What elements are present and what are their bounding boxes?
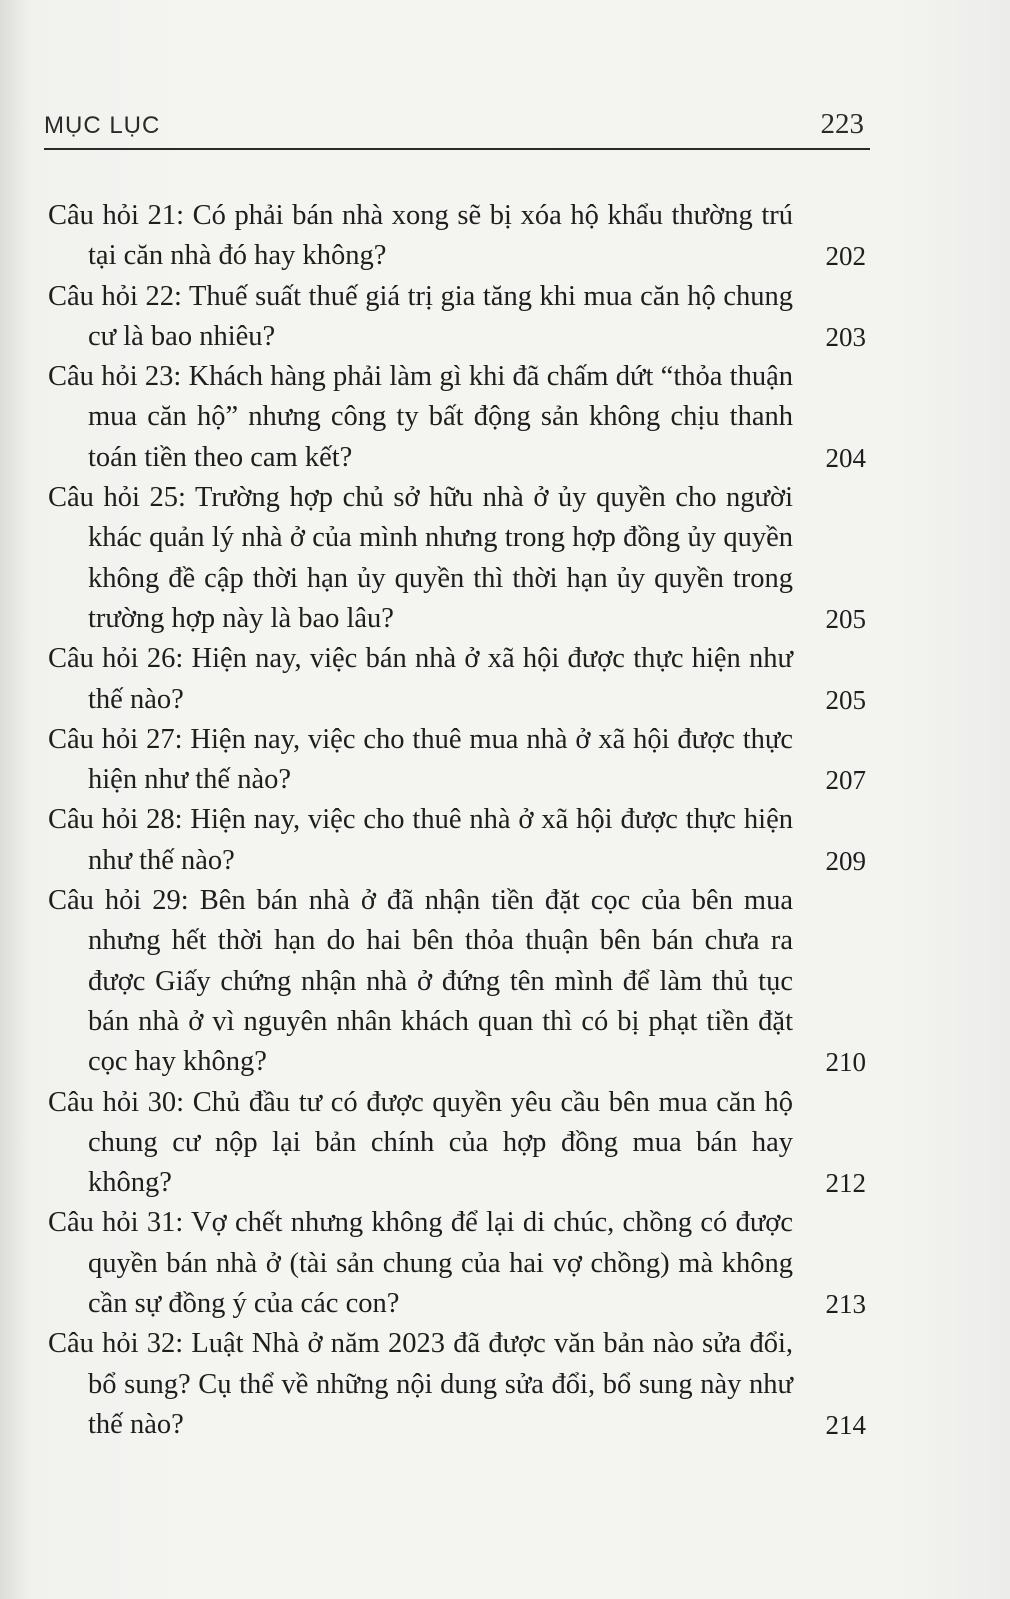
toc-entry: [48, 800, 870, 881]
toc-entry-title: Câu hỏi 29: Bên bán nhà ở đã nhận tiền đặt cọc của bên mua nhưng hết thời hạn do hai bên thỏa thuận bên bán chưa ra được Giấy chứng nhận nhà ở đứng tên mình để làm thủ tục bán nhà ở vì nguyên nhân khách quan thì có bị phạt tiền đặt cọc hay không?: [48, 885, 793, 1078]
toc-entry-title: Câu hỏi 23: Khách hàng phải làm gì khi đã chấm dứt “thỏa thuận mua căn hộ” nhưng công ty bất động sản không chịu thanh toán tiền theo cam kết?: [48, 361, 793, 473]
toc-entry-title: Câu hỏi 28: Hiện nay, việc cho thuê nhà ở xã hội được thực hiện như thế nào?: [48, 804, 793, 876]
table-of-contents: [48, 196, 870, 1445]
page-header: [44, 108, 870, 150]
toc-entry-page: 204: [825, 442, 866, 473]
toc-entry-page: 205: [825, 603, 866, 634]
toc-entry-title: Câu hỏi 22: Thuế suất thuế giá trị gia tăng khi mua căn hộ chung cư là bao nhiêu?: [48, 280, 793, 352]
toc-entry: [48, 277, 870, 358]
toc-entry-page: 212: [825, 1168, 866, 1199]
toc-entry-title: Câu hỏi 32: Luật Nhà ở năm 2023 đã được văn bản nào sửa đổi, bổ sung? Cụ thể về những nội dung sửa đổi, bổ sung này như thế nào?: [48, 1328, 793, 1440]
toc-entry-page: 203: [825, 321, 866, 352]
toc-entry: [48, 1324, 870, 1445]
toc-entry: [48, 881, 870, 1082]
toc-entry: [48, 357, 870, 478]
toc-entry: [48, 1203, 870, 1324]
toc-entry-title: Câu hỏi 31: Vợ chết nhưng không để lại di chúc, chồng có được quyền bán nhà ở (tài sản chung của hai vợ chồng) mà không cần sự đồng ý của các con?: [48, 1207, 793, 1320]
toc-entry: [48, 720, 870, 801]
toc-entry-page: 210: [825, 1047, 866, 1078]
toc-entry-page: 209: [825, 845, 866, 876]
toc-entry-title: Câu hỏi 27: Hiện nay, việc cho thuê mua nhà ở xã hội được thực hiện như thế nào?: [48, 723, 793, 796]
toc-entry-title: Câu hỏi 26: Hiện nay, việc bán nhà ở xã hội được thực hiện như thế nào?: [48, 643, 793, 715]
toc-entry-title: Câu hỏi 25: Trường hợp chủ sở hữu nhà ở ủy quyền cho người khác quản lý nhà ở của mình nhưng trong hợp đồng ủy quyền không đề cập thời hạn ủy quyền thì thời hạn ủy quyền trong trường hợp này là bao lâu?: [48, 482, 793, 634]
toc-entry-title: Câu hỏi 30: Chủ đầu tư có được quyền yêu cầu bên mua căn hộ chung cư nộp lại bản chính của hợp đồng mua bán hay không?: [48, 1086, 793, 1199]
toc-entry: [48, 639, 870, 720]
section-title: MỤC LỤC: [44, 112, 161, 139]
toc-entry-title: Câu hỏi 21: Có phải bán nhà xong sẽ bị xóa hộ khẩu thường trú tại căn nhà đó hay không?: [48, 200, 793, 272]
page-number: 223: [820, 108, 864, 140]
toc-entry: [48, 196, 870, 277]
toc-entry-page: 202: [825, 241, 866, 272]
toc-entry: [48, 478, 870, 639]
toc-entry-page: 213: [825, 1289, 866, 1320]
toc-entry-page: 214: [825, 1409, 866, 1440]
toc-entry-page: 205: [825, 684, 866, 715]
toc-entry: [48, 1083, 870, 1204]
toc-entry-page: 207: [825, 765, 866, 796]
